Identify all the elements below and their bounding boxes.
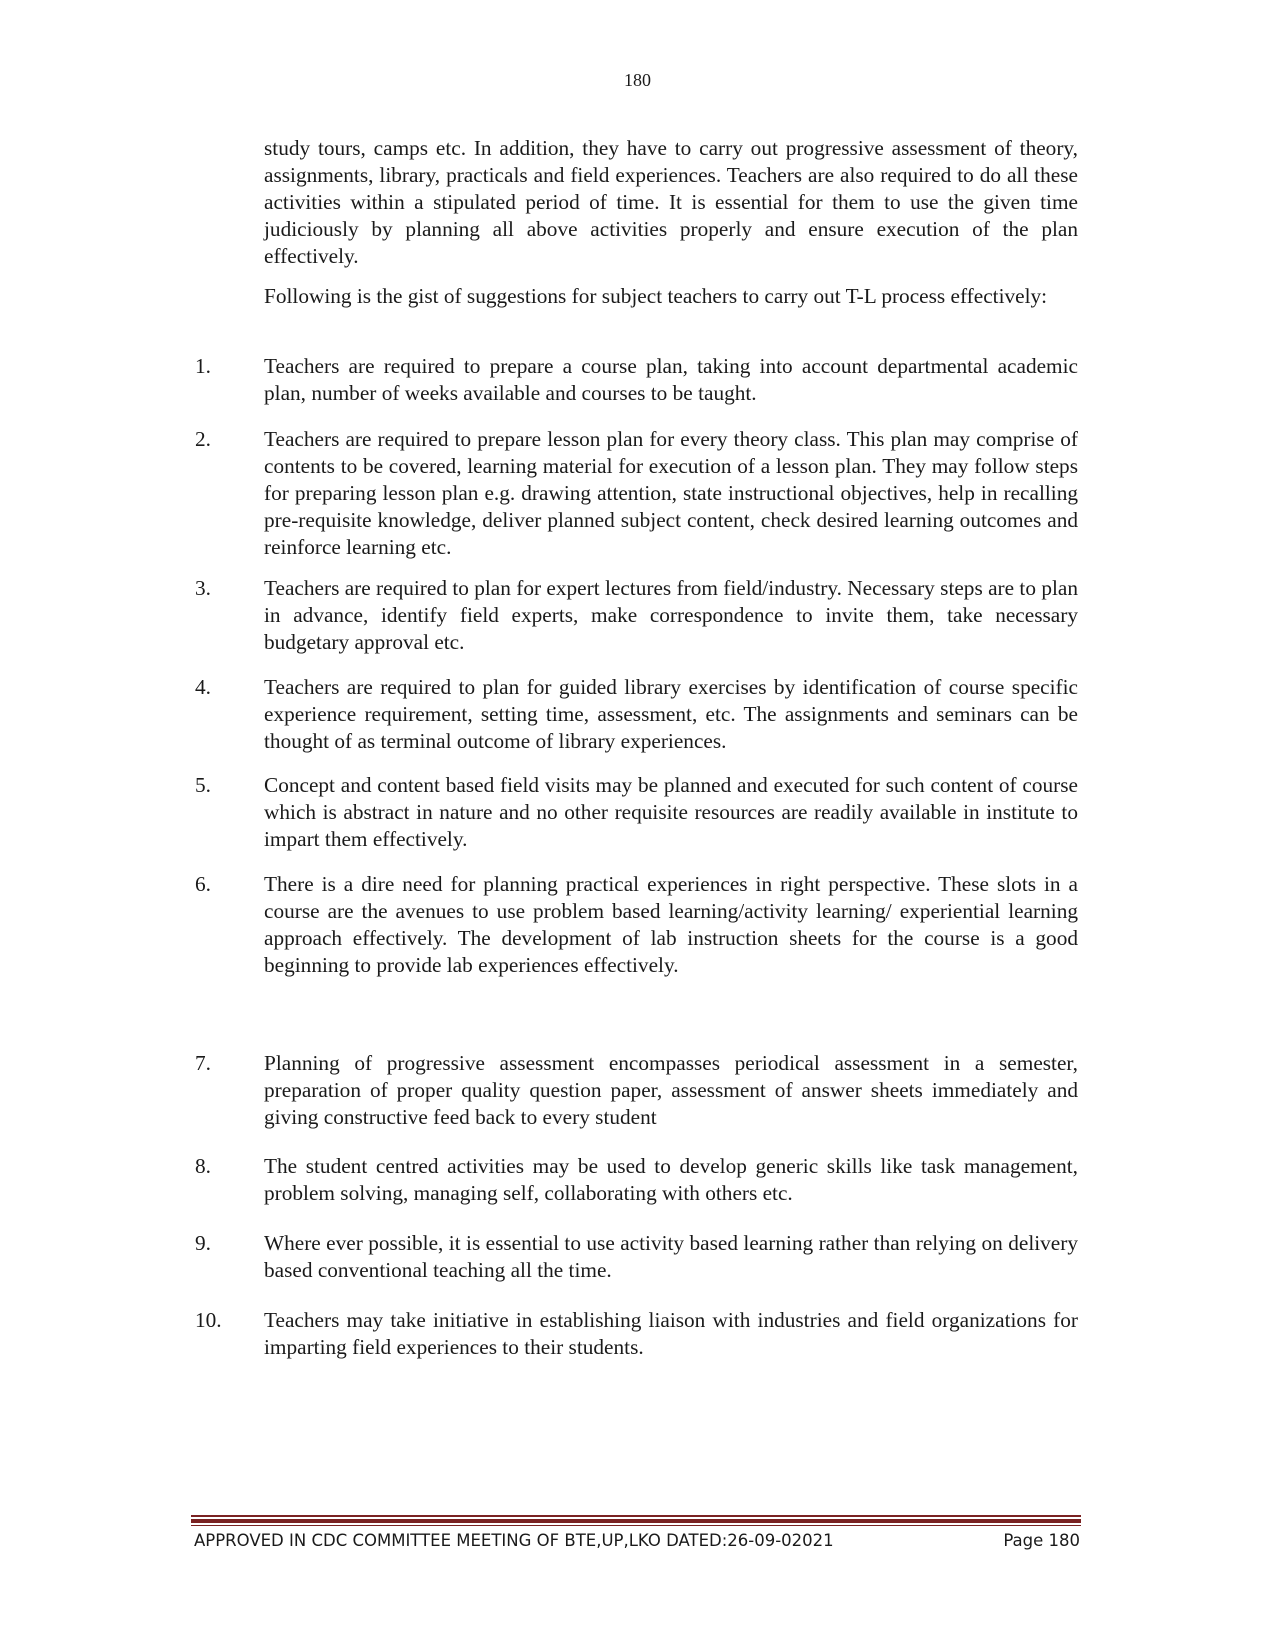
list-item-text: Teachers are required to plan for guided library exercises by identification of course specific experience requirement, setting time, assessment, etc. The assignments and seminars can be thought of as terminal outcome of library experiences. — [264, 675, 1078, 753]
list-item-text: Where ever possible, it is essential to use activity based learning rather than relying on delivery based conventional teaching all the time. — [264, 1231, 1078, 1282]
list-item-number: 6. — [195, 872, 211, 896]
intro-paragraph-1: study tours, camps etc. In addition, they have to carry out progressive assessment of theory, assignments, library, practicals and field experiences. Teachers are also required to do all these activities within a stipulated period of time. It is essential for them to use the given time judiciously by planning all above activities properly and ensure execution of the plan effectively. — [264, 136, 1078, 268]
list-item-number: 3. — [195, 576, 211, 600]
list-item-number: 1. — [195, 354, 211, 378]
list-item-number: 5. — [195, 773, 211, 797]
footer-page-label: Page 180 — [1003, 1531, 1080, 1550]
list-item-number: 9. — [195, 1231, 211, 1255]
intro-paragraph-2: Following is the gist of suggestions for subject teachers to carry out T-L process effectively: — [264, 284, 1048, 308]
page-number-top: 180 — [624, 70, 651, 90]
list-item-number: 7. — [195, 1051, 211, 1075]
list-item-number: 2. — [195, 427, 211, 451]
list-item-text: The student centred activities may be used to develop generic skills like task management, problem solving, managing self, collaborating with others etc. — [264, 1154, 1078, 1205]
list-item-text: Teachers may take initiative in establishing liaison with industries and field organizations for imparting field experiences to their students. — [264, 1308, 1078, 1359]
list-item-text: There is a dire need for planning practical experiences in right perspective. These slots in a course are the avenues to use problem based learning/activity learning/ experiential learning approach effectively. The development of lab instruction sheets for the course is a good beginning to provide lab experiences effectively. — [264, 872, 1078, 977]
list-item-text: Teachers are required to prepare lesson plan for every theory class. This plan may comprise of contents to be covered, learning material for execution of a lesson plan. They may follow steps for preparing lesson plan e.g. drawing attention, state instructional objectives, help in recalling pre-requisite knowledge, deliver planned subject content, check desired learning outcomes and reinforce learning etc. — [264, 427, 1078, 559]
footer-approval-text: APPROVED IN CDC COMMITTEE MEETING OF BTE,UP,LKO DATED:26-09-02021 — [194, 1531, 834, 1550]
footer-rule — [191, 1515, 1081, 1526]
list-item-text: Teachers are required to plan for expert lectures from field/industry. Necessary steps are to plan in advance, identify field experts, make correspondence to invite them, take necessary budgetary approval etc. — [264, 576, 1078, 654]
list-item-number: 8. — [195, 1154, 211, 1178]
list-item-number: 10. — [195, 1308, 222, 1332]
list-item-number: 4. — [195, 675, 211, 699]
list-item-text: Teachers are required to prepare a course plan, taking into account departmental academic plan, number of weeks available and courses to be taught. — [264, 354, 1078, 405]
list-item-text: Planning of progressive assessment encompasses periodical assessment in a semester, preparation of proper quality question paper, assessment of answer sheets immediately and giving constructive feed back to every student — [264, 1051, 1078, 1129]
list-item-text: Concept and content based field visits may be planned and executed for such content of course which is abstract in nature and no other requisite resources are readily available in institute to impart them effectively. — [264, 773, 1078, 851]
